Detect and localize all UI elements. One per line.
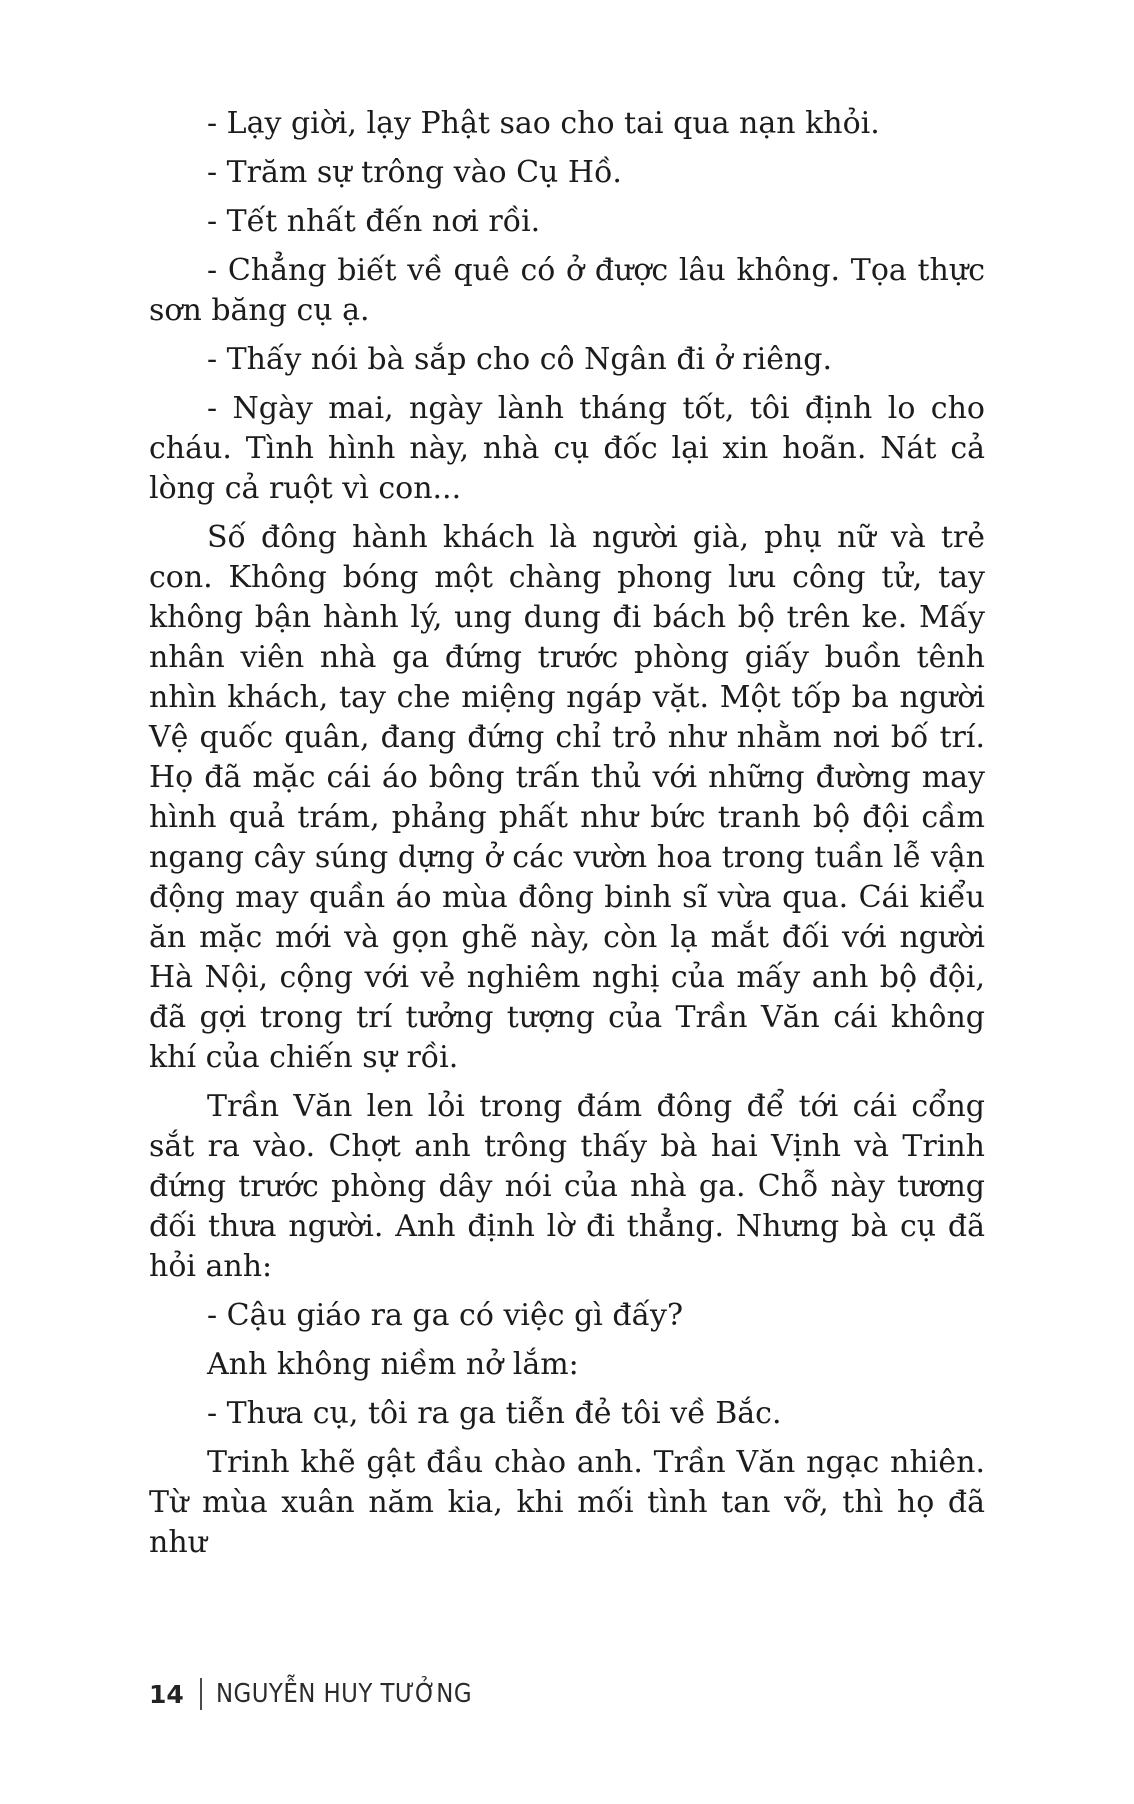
footer-divider: [200, 1678, 202, 1710]
author-name: NGUYỄN HUY TƯỞNG: [215, 1679, 472, 1709]
prose-paragraph: Trinh khẽ gật đầu chào anh. Trần Văn ngạc nhiên. Từ mùa xuân năm kia, khi mối tình tan vỡ, thì họ đã như: [149, 1445, 985, 1560]
dialogue-paragraph: - Cậu giáo ra ga có việc gì đấy?: [207, 1298, 684, 1333]
dialogue-paragraph: - Tết nhất đến nơi rồi.: [207, 204, 541, 239]
prose-paragraph: Anh không niềm nở lắm:: [207, 1347, 579, 1382]
prose-paragraph: Số đông hành khách là người già, phụ nữ và trẻ con. Không bóng một chàng phong lưu công tử, tay không bận hành lý, ung dung đi bách bộ trên ke. Mấy nhân viên nhà ga đứng trước phòng giấy buồn tênh nhìn khách, tay che miệng ngáp vặt. Một tốp ba người Vệ quốc quân, đang đứng chỉ trỏ như nhằm nơi bố trí. Họ đã mặc cái áo bông trấn thủ với những đường may hình quả trám, phảng phất như bức tranh bộ đội cầm ngang cây súng dựng ở các vườn hoa trong tuần lễ vận động may quần áo mùa đông binh sĩ vừa qua. Cái kiểu ăn mặc mới và gọn ghẽ này, còn lạ mắt đối với người Hà Nội, cộng với vẻ nghiêm nghị của mấy anh bộ đội, đã gợi trong trí tưởng tượng của Trần Văn cái không khí của chiến sự rồi.: [149, 520, 985, 1075]
dialogue-paragraph: - Thưa cụ, tôi ra ga tiễn đẻ tôi về Bắc.: [207, 1396, 782, 1431]
dialogue-paragraph: - Trăm sự trông vào Cụ Hồ.: [207, 155, 622, 190]
dialogue-paragraph: - Lạy giời, lạy Phật sao cho tai qua nạn khỏi.: [207, 106, 880, 141]
dialogue-paragraph: - Thấy nói bà sắp cho cô Ngân đi ở riêng.: [207, 342, 833, 377]
prose-paragraph: Trần Văn len lỏi trong đám đông để tới cái cổng sắt ra vào. Chợt anh trông thấy bà hai Vịnh và Trinh đứng trước phòng dây nói của nhà ga. Chỗ này tương đối thưa người. Anh định lờ đi thẳng. Nhưng bà cụ đã hỏi anh:: [149, 1089, 985, 1284]
page-footer: [149, 1678, 507, 1710]
page-number: 14: [149, 1679, 184, 1709]
dialogue-paragraph: - Ngày mai, ngày lành tháng tốt, tôi định lo cho cháu. Tình hình này, nhà cụ đốc lại xin hoãn. Nát cả lòng cả ruột vì con...: [149, 391, 985, 506]
dialogue-paragraph: - Chẳng biết về quê có ở được lâu không. Tọa thực sơn băng cụ ạ.: [149, 253, 985, 328]
body-text: [149, 104, 985, 1572]
